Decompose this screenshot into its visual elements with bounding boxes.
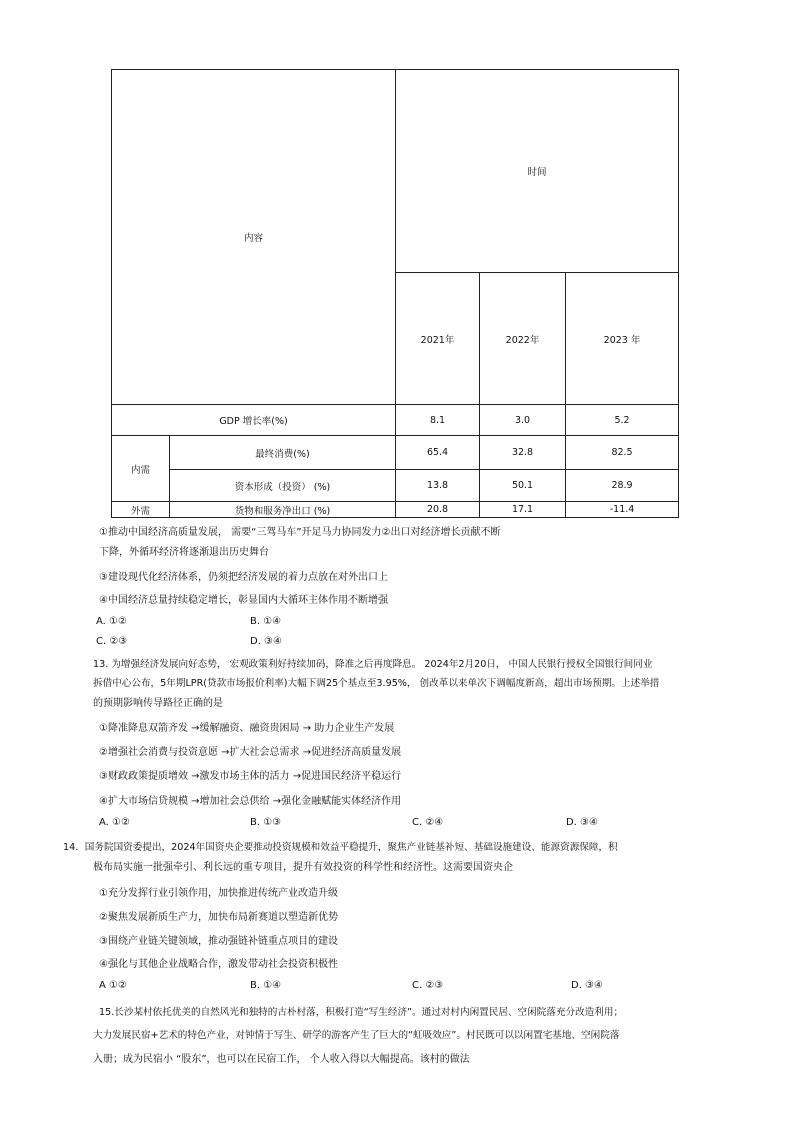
year-2021: 2021年 (396, 273, 480, 405)
q12-option-c[interactable]: C. ②③ (96, 636, 128, 647)
q12-statement-4: ④中国经济总量持续稳定增长，彰显国内大循环主体作用不断增强 (99, 595, 388, 606)
q15-stem-line-1: 15.长沙某村依托优美的自然风光和独特的古朴村落，积极打造“写生经济”。通过对村内闲置民居、空闲院落充分改造利用； (99, 1007, 624, 1018)
group-external: 外需 (112, 502, 170, 518)
q13-option-d[interactable]: D. ③④ (566, 817, 598, 828)
q13-stem-line-2: 拆借中心公布，5年期LPR(贷款市场报价利率)大幅下调25个基点至3.95%， 创改革以来单次下调幅度新高，超出市场预期。上述举措 (93, 678, 660, 689)
q13-option-a[interactable]: A. ①② (99, 817, 130, 828)
year-2023: 2023 年 (566, 273, 679, 405)
export-2023: -11.4 (566, 502, 679, 518)
q14-statement-2: ②聚焦发展新质生产力，加快布局新赛道以塑造新优势 (99, 912, 338, 923)
consumption-2021: 65.4 (396, 436, 480, 470)
q13-statement-3: ③财政政策提质增效 →激发市场主体的活力 →促进国民经济平稳运行 (99, 771, 402, 782)
consumption-label: 最终消费(%) (170, 436, 396, 470)
q13-statement-1: ①降准降息双箭齐发 →缓解融资、融资贵困局 → 助力企业生产发展 (99, 723, 395, 734)
q13-stem-line-1: 13. 为增强经济发展向好态势， 宏观政策利好持续加码，降准之后再度降息。 2024年2月20日， 中国人民银行授权全国银行间同业 (93, 659, 653, 670)
q15-stem-line-2: 大力发展民宿+艺术的特色产业，对钟情于写生、研学的游客产生了巨大的“虹吸效应”。村民既可以以闲置宅基地、空闲院落 (93, 1030, 620, 1041)
q14-stem-line-1: 14．国务院国资委提出，2024年国资央企要推动投资规模和效益平稳提升，聚焦产业链基补短、基础设施建设、能源资源保障，积 (63, 842, 618, 853)
q13-statement-2: ②增强社会消费与投资意愿 →扩大社会总需求 →促进经济高质量发展 (99, 747, 402, 758)
q14-option-b[interactable]: B. ①④ (250, 980, 282, 991)
consumption-2022: 32.8 (480, 436, 566, 470)
capital-2021: 13.8 (396, 470, 480, 502)
gdp-label: GDP 增长率(%) (112, 405, 396, 436)
q12-statement-1a: ①推动中国经济高质量发展， 需要“三驾马车”开足马力协同发力②出口对经济增长贡献不断 (99, 527, 501, 538)
q14-option-d[interactable]: D. ③④ (571, 980, 603, 991)
q12-statement-1b: 下降，外循环经济将逐渐退出历史舞台 (99, 547, 269, 558)
economic-data-table (111, 69, 679, 518)
gdp-2023: 5.2 (566, 405, 679, 436)
header-content: 内容 (112, 70, 396, 405)
q13-option-c[interactable]: C. ②④ (412, 817, 444, 828)
q14-option-c[interactable]: C. ②③ (412, 980, 444, 991)
q12-option-a[interactable]: A. ①② (96, 616, 127, 627)
q14-statement-4: ④强化与其他企业战略合作，激发带动社会投资积极性 (99, 959, 338, 970)
gdp-2021: 8.1 (396, 405, 480, 436)
header-time: 时间 (396, 70, 679, 273)
group-domestic: 内需 (112, 436, 170, 502)
export-2022: 17.1 (480, 502, 566, 518)
capital-2023: 28.9 (566, 470, 679, 502)
export-label: 货物和服务净出口 (%) (170, 502, 396, 518)
q14-statement-3: ③围绕产业链关键领域，推动强链补链重点项目的建设 (99, 936, 338, 947)
q14-statement-1: ①充分发挥行业引领作用，加快推进传统产业改造升级 (99, 888, 338, 899)
q12-option-d[interactable]: D. ③④ (250, 636, 282, 647)
q14-stem-line-2: 极布局实施一批强牵引、利长远的重专项目，提升有效投资的科学性和经济性。这需要国资央企 (93, 862, 513, 873)
q13-stem-line-3: 的预期影响传导路径正确的是 (93, 698, 223, 709)
q12-statement-3: ③建设现代化经济体系，仍须把经济发展的着力点放在对外出口上 (99, 572, 388, 583)
q14-option-a[interactable]: A ①② (99, 980, 127, 991)
capital-2022: 50.1 (480, 470, 566, 502)
capital-label: 资本形成（投资） (%) (170, 470, 396, 502)
q13-option-b[interactable]: B. ①③ (250, 817, 282, 828)
q12-option-b[interactable]: B. ①④ (250, 616, 282, 627)
q13-statement-4: ④扩大市场信贷规模 →增加社会总供给 →强化金融赋能实体经济作用 (99, 796, 402, 807)
export-2021: 20.8 (396, 502, 480, 518)
consumption-2023: 82.5 (566, 436, 679, 470)
year-2022: 2022年 (480, 273, 566, 405)
q15-stem-line-3: 入册；成为民宿小 “股东”，也可以在民宿工作， 个人收入得以大幅提高。该村的做法 (93, 1054, 470, 1065)
gdp-2022: 3.0 (480, 405, 566, 436)
